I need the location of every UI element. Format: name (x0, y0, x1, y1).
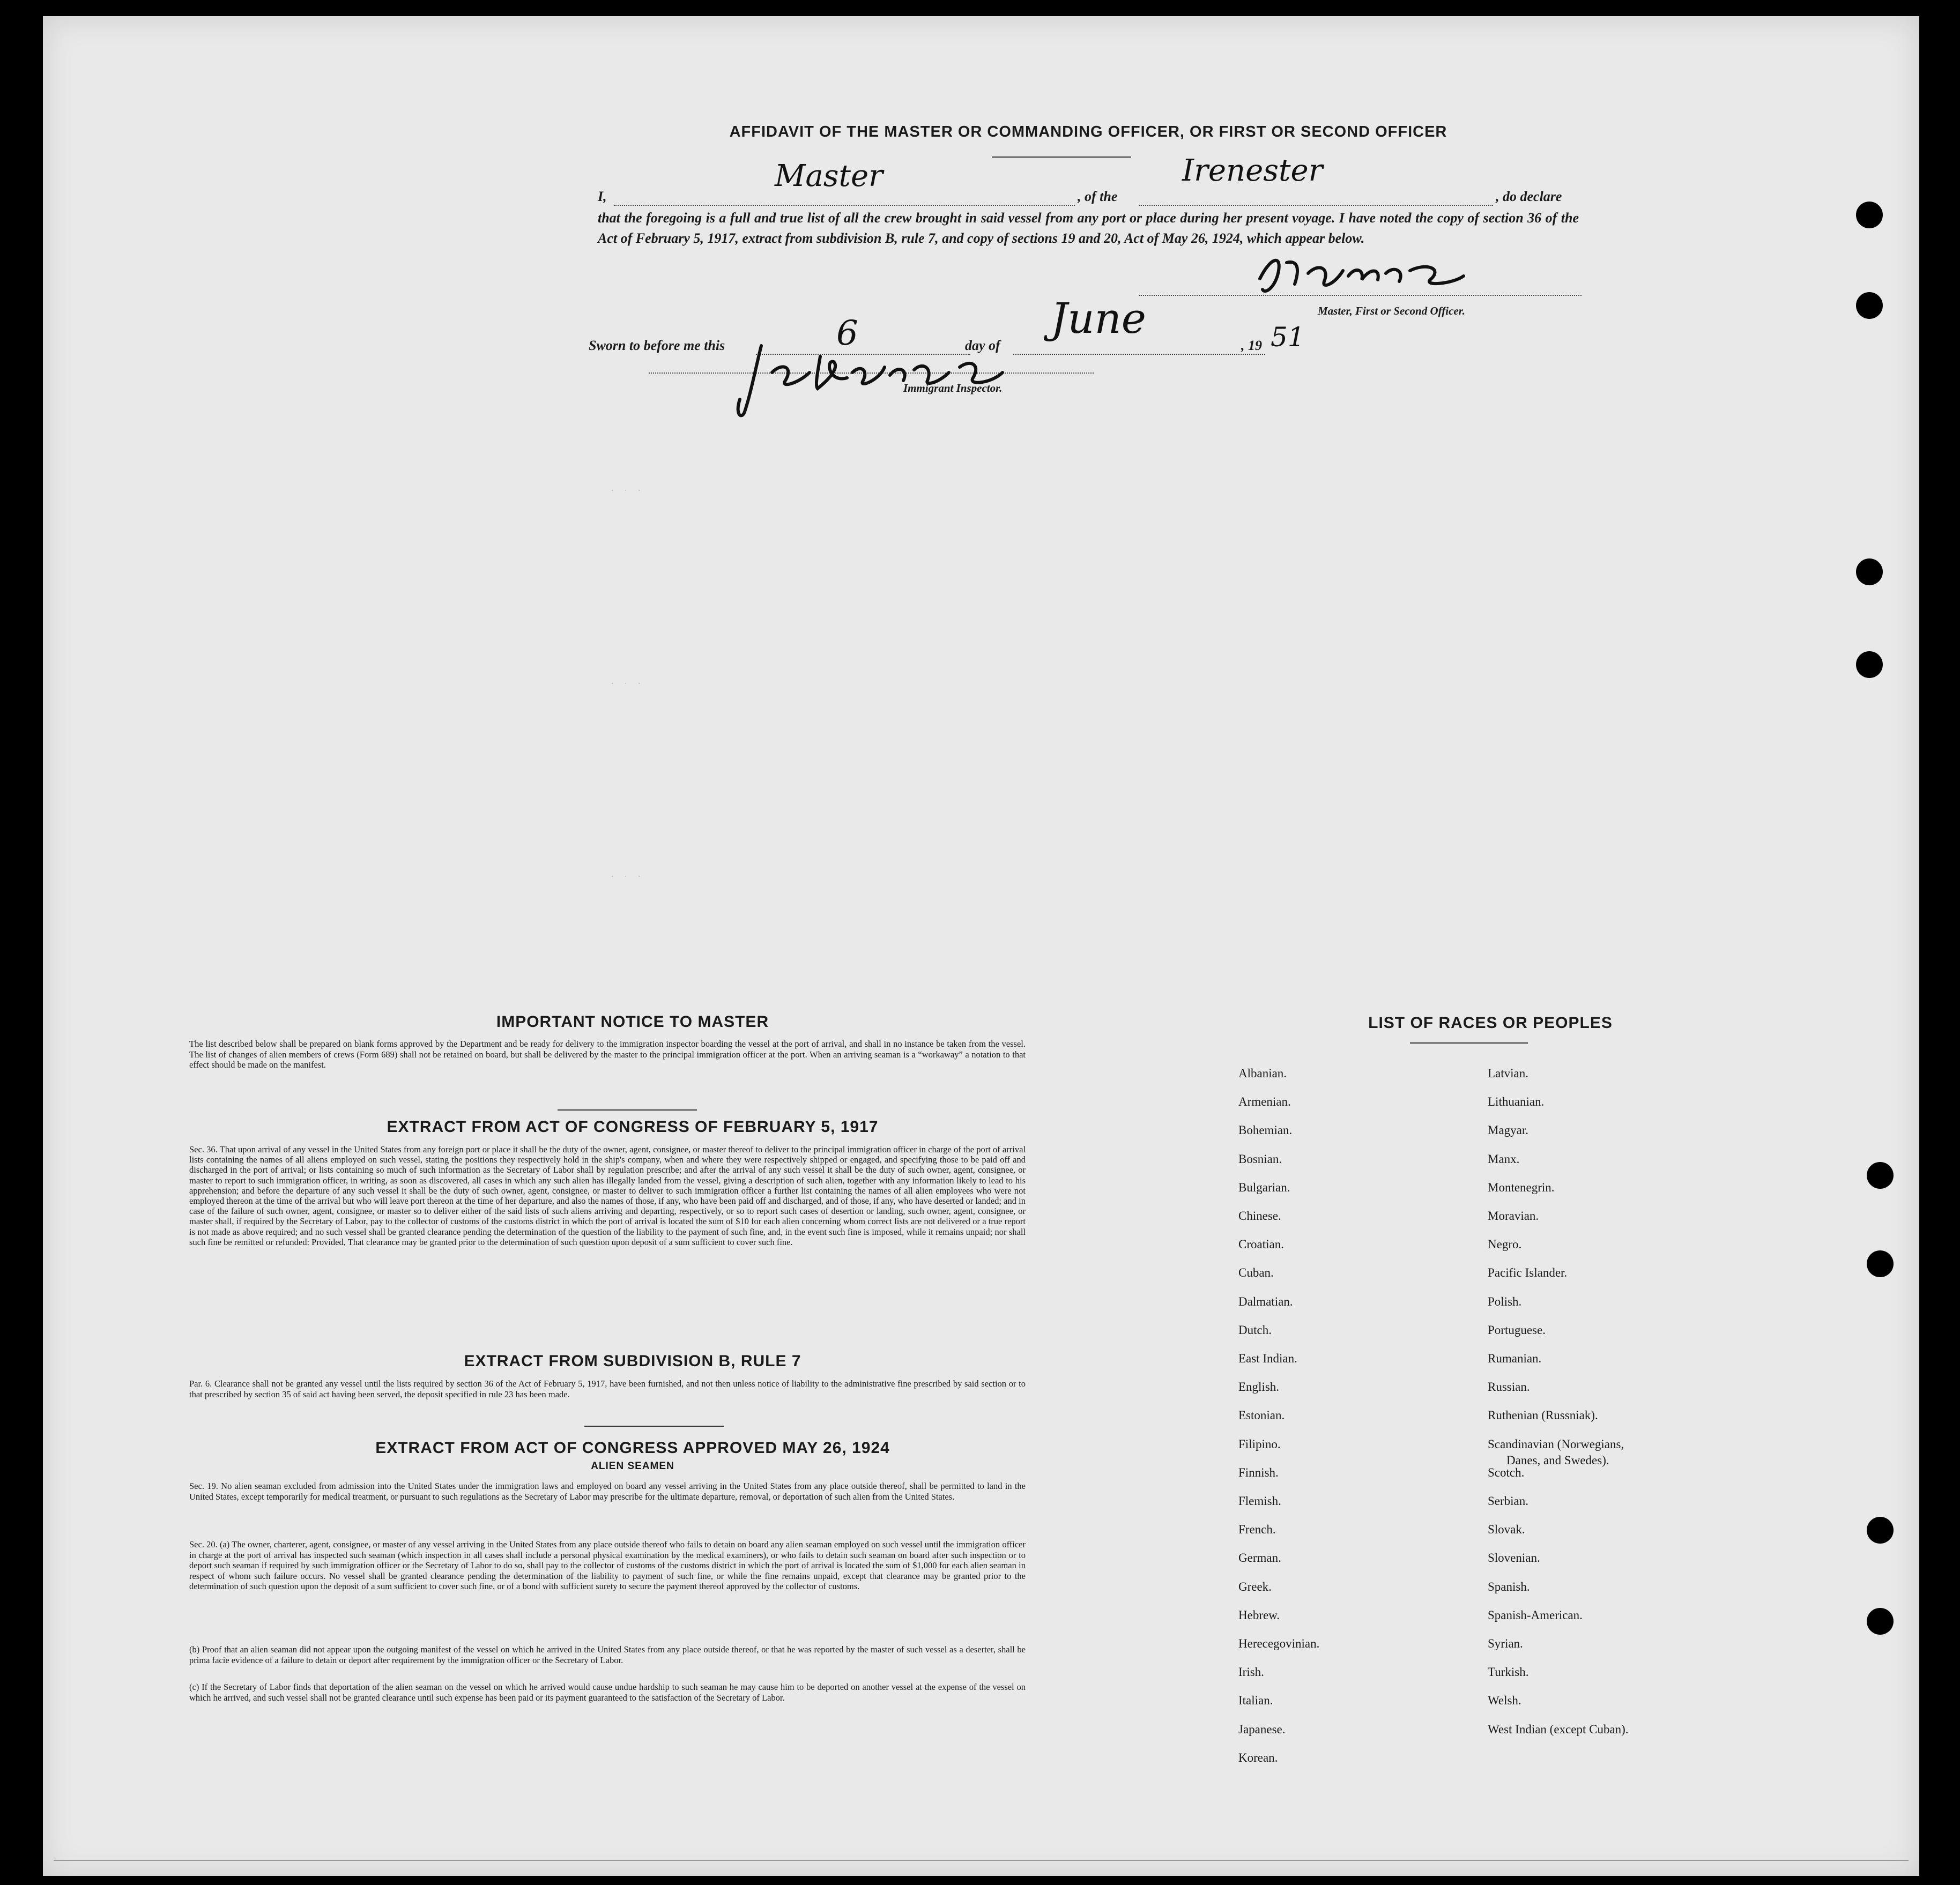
heading-rule (992, 157, 1131, 158)
vessel-fill-line (1139, 205, 1493, 206)
race-item: Slovak. (1488, 1523, 1525, 1537)
race-item: Polish. (1488, 1294, 1522, 1308)
race-item: Pacific Islander. (1488, 1266, 1568, 1280)
punch-hole (1856, 558, 1883, 585)
race-item: East Indian. (1238, 1352, 1297, 1365)
vessel-handwritten: Irenester (1182, 153, 1323, 188)
page-bottom-rule (54, 1860, 1909, 1861)
race-item: Italian. (1238, 1694, 1273, 1708)
sec20a-text: Sec. 20. (a) The owner, charterer, agent, consignee, or master of any vessel arriving in the United States from any place outside thereof who fails to detain on board any alien seaman employed on such vessel until the immigration officer in charge at the port of arrival has inspected such seaman (which inspection in all cases shall include a personal physical examination by the medical examiners), or who fails to detain such seaman on board after such inspection or to deport such seaman if required by such immigration officer or the Secretary of Labor to do so, shall pay to the collector of customs of the customs district in which the port of arrival is located the sum of $1,000 for each alien seaman in respect of whom such failure occurs. No vessel shall be granted clearance pending the determination of the liability to payment of such fine, or while the fine remains unpaid, except that clearance may be granted prior to the determination of such question upon the deposit of a sum sufficient to cover such fine, or of a bond with sufficient surety to secure the payment thereof approved by the collector of customs. (189, 1539, 1026, 1591)
race-item: Ruthenian (Russniak). (1488, 1409, 1598, 1422)
notice-title: IMPORTANT NOTICE TO MASTER (496, 1013, 769, 1031)
race-item: Moravian. (1488, 1209, 1539, 1223)
race-item: Japanese. (1238, 1722, 1286, 1736)
punch-hole (1867, 1162, 1894, 1189)
punch-hole (1856, 202, 1883, 228)
punch-hole (1856, 651, 1883, 678)
extract-1924-title: EXTRACT FROM ACT OF CONGRESS APPROVED MAY 26, 1924 (375, 1439, 890, 1457)
punch-hole (1867, 1250, 1894, 1277)
day-of-label: day of (965, 338, 1000, 353)
race-item: Filipino. (1238, 1437, 1281, 1451)
bleed-through-marks: . . . (611, 868, 645, 879)
race-item: Estonian. (1238, 1409, 1285, 1422)
race-item: Portuguese. (1488, 1323, 1546, 1337)
master-signature (1249, 247, 1474, 306)
sworn-label: Sworn to before me this (589, 338, 725, 353)
extract-1917-title: EXTRACT FROM ACT OF CONGRESS OF FEBRUARY 5, 1917 (387, 1118, 879, 1136)
race-item: Dalmatian. (1238, 1294, 1293, 1308)
race-item: German. (1238, 1551, 1281, 1565)
race-item: Slovenian. (1488, 1551, 1540, 1565)
race-item: Korean. (1238, 1750, 1278, 1764)
i-prefix: I, (598, 189, 607, 204)
extract-rule7-text: Par. 6. Clearance shall not be granted any vessel until the lists required by section 36 of the Act of February 5, 1917, have been furnished, and not then unless notice of liability to the administrative fine prescribed by said section or to that prescribed by section 35 of said act having been served, the deposit specified in rule 23 has been made. (189, 1379, 1026, 1399)
race-item: Russian. (1488, 1380, 1530, 1394)
rank-handwritten: Master (775, 159, 883, 193)
race-item: Serbian. (1488, 1494, 1529, 1508)
race-item: Irish. (1238, 1665, 1264, 1679)
race-item: Turkish. (1488, 1665, 1529, 1679)
month-fill-line (1013, 354, 1265, 355)
race-item: Latvian. (1488, 1067, 1528, 1080)
races-title: LIST OF RACES OR PEOPLES (1368, 1014, 1613, 1032)
bleed-through-marks: . . . (611, 482, 645, 493)
race-item: Magyar. (1488, 1123, 1529, 1137)
do-declare-label: , do declare (1496, 189, 1562, 204)
race-item: Hebrew. (1238, 1608, 1280, 1622)
affidavit-block (598, 153, 1584, 249)
race-item: Croatian. (1238, 1238, 1284, 1251)
race-item: Chinese. (1238, 1209, 1281, 1223)
of-the-label: , of the (1078, 189, 1118, 204)
extract-rule7-title: EXTRACT FROM SUBDIVISION B, RULE 7 (464, 1352, 801, 1370)
section-rule (584, 1426, 724, 1427)
race-item: Greek. (1238, 1579, 1272, 1593)
race-item: Cuban. (1238, 1266, 1274, 1280)
year-handwritten: 51 (1271, 322, 1305, 353)
rank-fill-line (614, 205, 1075, 206)
declaration-line (598, 153, 1584, 208)
race-item: Spanish-American. (1488, 1608, 1583, 1622)
sec20c-text: (c) If the Secretary of Labor finds that deportation of the alien seaman on the vessel on which he arrived would cause undue hardship to such seaman he may cause him to be deported on another vessel at the expense of the vessel on which he arrived, and such vessel shall not be granted clearance until such expense has been paid or its payment guaranteed to the satisfaction of the Secretary of Labor. (189, 1682, 1026, 1703)
race-item: Negro. (1488, 1238, 1522, 1251)
race-item: Rumanian. (1488, 1352, 1542, 1365)
sec20b-text: (b) Proof that an alien seaman did not appear upon the outgoing manifest of the vessel on which he arrived in the United States from any place outside thereof, or that he was reported by the master of such vessel as a deserter, shall be prima facie evidence of a failure to detain or deport after requirement by the immigration officer or the Secretary of Labor. (189, 1644, 1026, 1665)
races-rule (1410, 1042, 1528, 1044)
notice-text: The list described below shall be prepared on blank forms approved by the Department and be ready for delivery to the immigration inspector boarding the vessel at the port of arrival, and shall in no instance be taken from the vessel. The list of changes of alien members of crews (Form 689) shall not be retained on board, but shall be delivered by the master to the principal immigration officer at the port. When an arriving seaman is a “workaway” a notation to that effect should be made on the manifest. (189, 1039, 1026, 1070)
document-page (43, 16, 1919, 1876)
race-item: Scotch. (1488, 1465, 1525, 1479)
punch-hole (1867, 1517, 1894, 1544)
race-item: West Indian (except Cuban). (1488, 1722, 1629, 1736)
race-item: Armenian. (1238, 1095, 1291, 1109)
race-item: English. (1238, 1380, 1280, 1394)
extract-1917-text: Sec. 36. That upon arrival of any vessel in the United States from any foreign port or place it shall be the duty of the owner, agent, consignee, or master thereof to deliver to the principal immigration officer in charge of the port of arrival lists containing the names of all aliens employed on such vessel, stating the positions they respectively hold in the ship's company, when and where they were respectively shipped or engaged, and specifying those to be paid off and discharged in the port of arrival; or lists containing so much of such information as the Secretary of Labor shall by regulation prescribe; and after the arrival of any such vessel it shall be the duty of such owner, agent, consignee, or master to report to such immigration officer, in writing, as soon as discovered, all cases in which any such alien has illegally landed from the vessel, giving a description of such alien, together with any information likely to lead to his apprehension; and before the departure of any such vessel it shall be the duty of such owner, agent, consignee, or master to deliver to such immigration officer a further list containing the names of all alien employees who were not employed thereon at the time of the arrival but who will leave port thereon at the time of her departure, and also the names of those, if any, who have been paid off and discharged, and of those, if any, who have deserted or landed; and in case of the failure of such owner, agent, consignee, or master so to deliver either of the said lists of such aliens arriving and departing, respectively, or so to report such cases of desertion or landing, such owner, agent, consignee, or master shall, if required by the Secretary of Labor, pay to the collector of customs of the customs district in which the port of arrival is located the sum of $10 for each alien concerning whom correct lists are not delivered or a true report is not made as above required; and no such vessel shall be granted clearance pending the determination of the question of the liability to the payment of such fine, and, in the event such fine is imposed, while it remains unpaid; nor shall such fine be remitted or refunded: Provided, That clearance may be granted prior to the determination of such question upon deposit of a sum sufficient to cover such fine. (189, 1144, 1026, 1247)
punch-hole (1856, 292, 1883, 319)
race-item: Dutch. (1238, 1323, 1272, 1337)
race-item: Lithuanian. (1488, 1095, 1545, 1109)
race-item: Herecegovinian. (1238, 1637, 1320, 1650)
race-item: Bosnian. (1238, 1152, 1282, 1166)
affidavit-heading: AFFIDAVIT OF THE MASTER OR COMMANDING OFFICER, OR FIRST OR SECOND OFFICER (729, 123, 1447, 140)
sec19-text: Sec. 19. No alien seaman excluded from admission into the United States under the immigration laws and employed on board any vessel arriving in the United States from any place outside thereof, shall be permitted to land in the United States, except temporarily for medical treatment, or pursuant to such regulations as the Secretary of Labor may prescribe for the ultimate departure, removal, or deportation of such alien from the United States. (189, 1481, 1026, 1502)
race-item: Finnish. (1238, 1465, 1279, 1479)
race-item: Danes, and Swedes). (1506, 1453, 1609, 1467)
master-signature-caption: Master, First or Second Officer. (1318, 304, 1465, 317)
punch-hole (1867, 1608, 1894, 1635)
race-item: Manx. (1488, 1152, 1520, 1166)
race-item: Scandinavian (Norwegians, (1488, 1437, 1624, 1451)
race-item: Spanish. (1488, 1579, 1530, 1593)
alien-seamen-subtitle: ALIEN SEAMEN (591, 1461, 674, 1472)
race-item: Syrian. (1488, 1637, 1523, 1650)
race-item: Montenegrin. (1488, 1180, 1555, 1194)
race-item: Bohemian. (1238, 1123, 1293, 1137)
day-handwritten: 6 (836, 314, 858, 353)
section-rule (558, 1109, 697, 1111)
declaration-body: that the foregoing is a full and true list of all the crew brought in said vessel from any port or place during her present voyage. I have noted the copy of section 36 of the Act of February 5, 1917, extract from subdivision B, rule 7, and copy of sections 19 and 20, Act of May 26, 1924, which appear below. (598, 210, 1579, 246)
inspector-caption: Immigrant Inspector. (903, 382, 1003, 394)
race-item: French. (1238, 1523, 1276, 1537)
race-item: Albanian. (1238, 1067, 1287, 1080)
year-prefix: , 19 (1241, 338, 1262, 353)
race-item: Flemish. (1238, 1494, 1281, 1508)
month-handwritten: June (1051, 295, 1146, 343)
race-item: Welsh. (1488, 1694, 1521, 1708)
race-item: Bulgarian. (1238, 1180, 1290, 1194)
bleed-through-marks: . . . (611, 675, 645, 686)
